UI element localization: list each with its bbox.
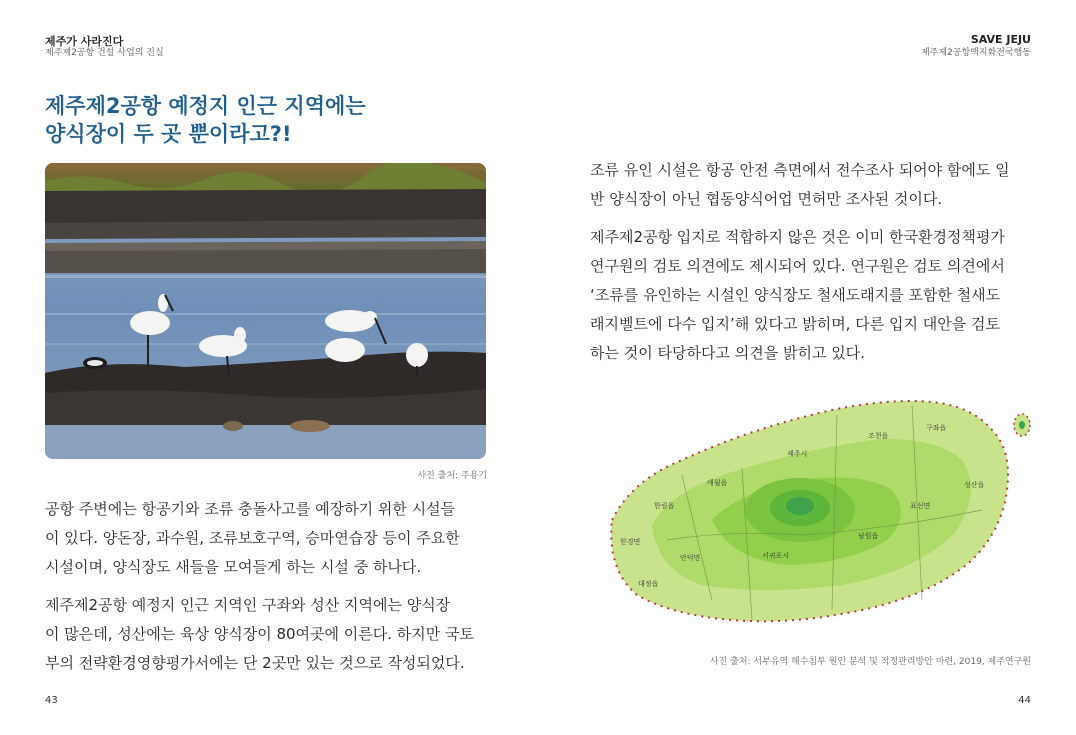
left-body <box>45 495 490 687</box>
photo-caption: 사진 출처: 주용기 <box>417 471 487 481</box>
header-right-title: SAVE JEJU <box>970 33 1031 46</box>
page-number-left: 43 <box>45 695 58 706</box>
text-line: 공항 주변에는 항공기와 조류 충돌사고를 예장하기 위한 시설들 <box>45 500 456 518</box>
text-line: 제주제2공항 예정지 인근 지역인 구좌와 성산 지역에는 양식장 <box>45 596 451 614</box>
page-number-right: 44 <box>1018 695 1031 706</box>
text-line: 이 많은데, 성산에는 육상 양식장이 80여곳에 이른다. 하지만 국토 <box>45 625 475 643</box>
spoonbill-photo <box>45 163 486 459</box>
map-label-aewol: 애월읍 <box>707 479 728 487</box>
header-left-subtitle: 제주제2공항 건설 사업의 진실 <box>45 48 164 58</box>
headline <box>45 92 505 148</box>
map-label-daejeong: 대정읍 <box>638 580 659 588</box>
headline-line-2: 양식장이 두 곳 뿐이라고?! <box>45 122 292 146</box>
text-line: 조류 유인 시설은 항공 안전 측면에서 전수조사 되어야 함에도 일 <box>590 161 1010 179</box>
text-line: 연구원의 검토 의견에도 제시되어 있다. 연구원은 검토 의견에서 <box>590 257 1005 275</box>
headline-line-1: 제주제2공항 예정지 인근 지역에는 <box>45 94 366 118</box>
header-left-title: 제주가 사라진다 <box>45 35 124 48</box>
right-body <box>590 156 1035 377</box>
header-right-subtitle: 제주제2공항백지화전국행동 <box>920 48 1031 58</box>
text-line: 래지벨트에 다수 입지’해 있다고 밝히며, 다른 입지 대안을 검토 <box>590 315 1000 333</box>
text-line: 하는 것이 타당하다고 의견을 밝히고 있다. <box>590 344 865 362</box>
text-line: 제주제2공항 입지로 적합하지 않은 것은 이미 한국환경정책평가 <box>590 228 1005 246</box>
map-label-namwon: 남원읍 <box>858 532 879 540</box>
map-label-andeok: 안덕면 <box>680 554 701 562</box>
right-paragraph-1 <box>590 156 1035 214</box>
text-line: 반 양식장이 아닌 협동양식어업 면허만 조사된 것이다. <box>590 190 943 208</box>
map-label-hangyeong: 한경면 <box>620 538 641 546</box>
right-paragraph-2 <box>590 223 1035 368</box>
map-label-seongsan: 성산읍 <box>964 481 985 489</box>
left-paragraph-1 <box>45 495 490 582</box>
map-caption: 사진 출처: 서부유역 해수침투 원인 분석 및 적정관리방안 마련, 2019, 제주연구원 <box>709 657 1031 667</box>
map-label-jocheon: 조천읍 <box>868 432 889 440</box>
map-label-gujwa: 구좌읍 <box>926 424 947 432</box>
text-line: 부의 전략환경영향평가서에는 단 2곳만 있는 것으로 작성되었다. <box>45 654 465 672</box>
jeju-map <box>592 380 1042 665</box>
map-label-pyoseon: 표선면 <box>910 502 931 510</box>
map-label-jeju-si: 제주시 <box>787 450 808 458</box>
map-label-hallim: 한림읍 <box>654 502 675 510</box>
map-label-seogwipo: 서귀포시 <box>762 552 790 560</box>
text-line: 시설이며, 양식장도 새들을 모여들게 하는 시설 중 하나다. <box>45 558 422 576</box>
left-paragraph-2 <box>45 591 490 678</box>
text-line: 이 있다. 양돈장, 과수원, 조류보호구역, 승마연습장 등이 주요한 <box>45 529 460 547</box>
text-line: ‘조류를 유인하는 시설인 양식장도 철새도래지를 포함한 철새도 <box>590 286 1001 304</box>
